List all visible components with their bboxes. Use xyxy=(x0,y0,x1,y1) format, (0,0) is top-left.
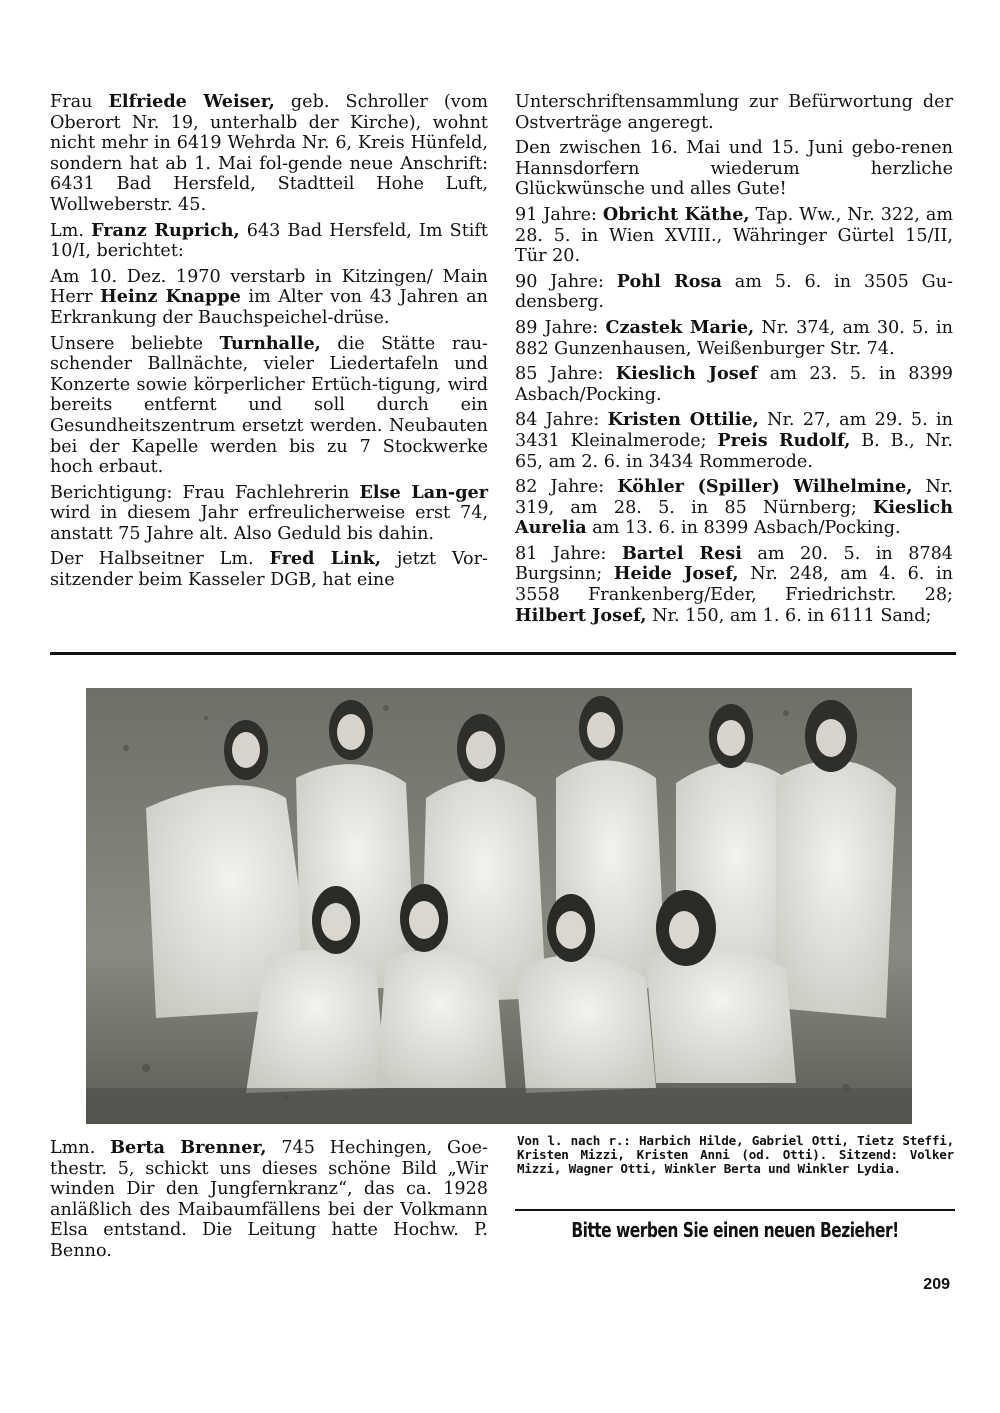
text-run: Nr. 248, am 4. 6. in 3558 Frankenberg/Eder, Friedrichstr. 28; xyxy=(515,564,953,606)
paragraph xyxy=(515,364,953,405)
text-run: 89 Jahre: xyxy=(515,317,606,338)
page-number: 209 xyxy=(923,1276,950,1293)
paragraph xyxy=(50,483,488,545)
text-run: 91 Jahre: xyxy=(515,204,603,225)
paragraph xyxy=(515,205,953,267)
name-highlight: Franz Ruprich, xyxy=(91,219,240,241)
paragraph xyxy=(50,92,488,216)
text-run: 745 Hechingen, Goe-thestr. 5, schickt uns dieses schöne Bild „Wir winden Dir den Jungfernkranz“, das ca. 1928 anläßlich des Maibaumfällens bei der Volkmann Elsa entstand. Die Leitung hatte Hochw. P. Benno. xyxy=(50,1138,488,1261)
name-highlight: Else Lan-ger xyxy=(359,481,488,503)
text-run: Am 10. Dez. 1970 verstarb in Kitzingen/ Main Herr xyxy=(50,266,488,308)
text-run: Unsere beliebte xyxy=(50,333,220,354)
name-highlight: Köhler (Spiller) Wilhelmine, xyxy=(617,476,913,498)
paragraph xyxy=(50,334,488,478)
name-highlight: Heinz Knappe xyxy=(100,286,241,308)
text-run: Nr. 27, am 29. 5. in 3431 Kleinalmerode; xyxy=(515,410,953,451)
name-highlight: Preis Rudolf, xyxy=(717,429,851,451)
text-run: 643 Bad Hersfeld, Im Stift 10/I, berichtet: xyxy=(50,220,489,262)
text-run: im Alter von 43 Jahren an Erkrankung der Bauchspeichel-drüse. xyxy=(50,287,488,328)
text-run: Nr. 150, am 1. 6. in 6111 Sand; xyxy=(646,605,932,626)
ad-separator-rule xyxy=(515,1209,955,1211)
paragraph xyxy=(50,267,488,329)
text-run: Nr. 374, am 30. 5. in 882 Gunzenhausen, Weißenburger Str. 74. xyxy=(515,317,954,359)
paragraph xyxy=(515,477,953,539)
text-run: 84 Jahre: xyxy=(515,410,608,431)
name-highlight: Bartel Resi xyxy=(621,542,742,564)
paragraph xyxy=(50,221,488,262)
text-run: Frau xyxy=(50,92,109,112)
paragraph xyxy=(515,272,953,313)
paragraph xyxy=(515,318,953,359)
text-run: geb. Schroller (vom Oberort Nr. 19, unterhalb der Kirche), wohnt nicht mehr in 6419 Wehrda Nr. 6, Kreis Hünfeld, sondern hat ab 1. Mai fol-gende neue Anschrift: 6431 Bad Hersfeld, Stadtteil Hohe Luft, Wollweberstr. 45. xyxy=(50,92,488,215)
paragraph xyxy=(515,544,953,626)
name-highlight: Turnhalle, xyxy=(219,332,321,354)
paragraph xyxy=(515,410,953,472)
photo-caption xyxy=(50,1138,488,1262)
paragraph xyxy=(50,549,488,590)
photo-names-caption: Von l. nach r.: Harbich Hilde, Gabriel Otti, Tietz Steffi, Kristen Mizzi, Kristen Anni (od. Otti). Sitzend: Volker Mizzi, Wagner Otti, Winkler Berta und Winkler Lydia. xyxy=(517,1133,954,1176)
text-run: Berichtigung: Frau Fachlehrerin xyxy=(50,482,360,503)
text-run: Der Halbseitner Lm. xyxy=(50,549,270,570)
name-highlight: Kieslich Aurelia xyxy=(515,496,953,539)
name-highlight: Berta Brenner, xyxy=(110,1137,267,1158)
name-highlight: Hilbert Josef, xyxy=(515,604,647,626)
name-highlight: Pohl Rosa xyxy=(616,270,722,292)
text-run: 81 Jahre: xyxy=(515,543,622,564)
text-run: Den zwischen 16. Mai und 15. Juni gebo-renen Hannsdorfern wiederum herzliche Glückwünsche und alles Gute! xyxy=(515,138,953,200)
name-highlight: Heide Josef, xyxy=(613,563,739,585)
separator-rule xyxy=(50,652,956,655)
group-photo xyxy=(86,688,912,1124)
text-run: Nr. 319, am 28. 5. in 85 Nürnberg; xyxy=(515,477,953,518)
text-run: Lm. xyxy=(50,220,92,241)
text-run: 90 Jahre: xyxy=(515,271,617,292)
text-run: am 23. 5. in 8399 Asbach/Pocking. xyxy=(515,364,953,405)
name-highlight: Fred Link, xyxy=(269,548,381,570)
text-run: am 13. 6. in 8399 Asbach/Pocking. xyxy=(586,518,901,539)
name-highlight: Czastek Marie, xyxy=(605,316,755,338)
text-run: am 5. 6. in 3505 Gu-densberg. xyxy=(515,271,953,313)
left-text-column xyxy=(50,92,488,596)
name-highlight: Kristen Ottilie, xyxy=(607,409,759,431)
name-highlight: Obricht Käthe, xyxy=(602,203,750,225)
text-run: Tap. Ww., Nr. 322, am 28. 5. in Wien XVIII., Währinger Gürtel 15/II, Tür 20. xyxy=(515,204,954,267)
text-run: B. B., Nr. 65, am 2. 6. in 3434 Rommerode. xyxy=(515,430,953,472)
paragraph xyxy=(515,92,953,133)
text-run: wird in diesem Jahr erfreulicherweise erst 74, anstatt 75 Jahre alt. Also Geduld bis dahin. xyxy=(50,503,488,544)
text-run: jetzt Vor-sitzender beim Kasseler DGB, hat eine xyxy=(50,549,488,591)
name-highlight: Kieslich Josef xyxy=(615,363,758,385)
text-run: Lmn. xyxy=(50,1138,111,1158)
text-run: am 20. 5. in 8784 Burgsinn; xyxy=(515,543,953,585)
text-run: die Stätte rau-schender Ballnächte, vieler Liedertafeln und Konzerte sowie körperlicher Ertüch-tigung, wird bereits entfernt und soll durch ein Gesundheitszentrum ersetzt werden. Neubauten bei der Kapelle werden bis zu 7 Stockwerke hoch erbaut. xyxy=(50,333,488,478)
text-run: Unterschriftensammlung zur Befürwortung der Ostverträge angeregt. xyxy=(515,92,953,133)
text-run: 85 Jahre: xyxy=(515,364,616,385)
right-text-column xyxy=(515,92,953,631)
paragraph xyxy=(515,138,953,200)
name-highlight: Elfriede Weiser, xyxy=(108,91,275,112)
subscriber-appeal: Bitte werben Sie einen neuen Bezieher! xyxy=(571,1218,899,1242)
text-run: 82 Jahre: xyxy=(515,477,618,498)
